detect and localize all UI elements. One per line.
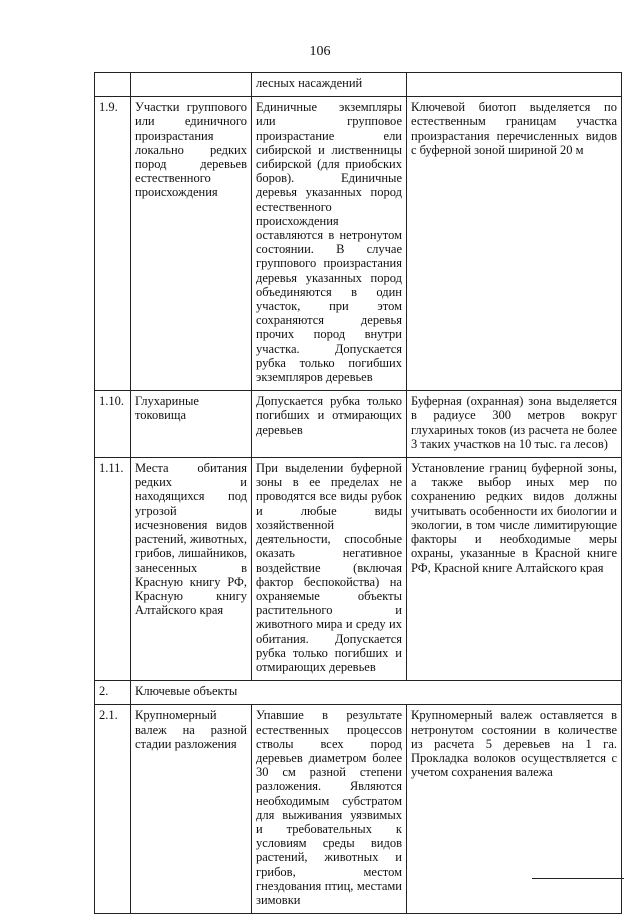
- object-cell: Крупномерный валеж на разной стадии разложения: [131, 705, 252, 914]
- object-cell: [131, 73, 252, 97]
- page-number: 106: [309, 44, 331, 59]
- description-cell: Допускается рубка только погибших и отмирающих деревьев: [252, 391, 407, 458]
- object-cell: Глухариные токовища: [131, 391, 252, 458]
- requirement-cell: Крупномерный валеж оставляется в нетронутом состоянии в количестве из расчета 5 деревьев на 1 га. Прокладка волоков осуществляется с учетом сохранения валежа: [407, 705, 622, 914]
- table-row: [95, 391, 622, 458]
- object-cell: Участки группового или единичного произрастания локально редких пород деревьев естественного происхождения: [131, 97, 252, 391]
- row-number: 1.11.: [95, 458, 131, 681]
- row-number: 2.1.: [95, 705, 131, 914]
- footer-rule: [532, 878, 624, 879]
- table-row: [95, 73, 622, 97]
- table-row: [95, 458, 622, 681]
- row-number: [95, 73, 131, 97]
- row-number: 1.10.: [95, 391, 131, 458]
- description-cell: Единичные экземпляры или групповое произрастание ели сибирской и лиственницы сибирской (для приобских боров). Единичные деревья указанных пород естественного происхождения оставляются в нетронутом состоянии. В случае группового произрастания деревья указанных пород объединяются в один участок, при этом сохраняются деревья прочих пород внутри участка. Допускается рубка только погибших экземпляров деревьев: [252, 97, 407, 391]
- object-cell: Места обитания редких и находящихся под угрозой исчезновения видов растений, животных, грибов, лишайников, занесенных в Красную книгу РФ, Красную книгу Алтайского края: [131, 458, 252, 681]
- table-row: [95, 97, 622, 391]
- section-title: Ключевые объекты: [131, 681, 622, 705]
- requirements-table: [94, 72, 622, 914]
- description-cell: лесных насаждений: [252, 73, 407, 97]
- description-cell: При выделении буферной зоны в ее пределах не проводятся все виды рубок и любые виды хозяйственной деятельности, способные оказать негативное воздействие (включая фактор беспокойства) на охраняемые объекты растительного и животного мира и среду их обитания. Допускается рубка только погибших и отмирающих деревьев: [252, 458, 407, 681]
- requirement-cell: Буферная (охранная) зона выделяется в радиусе 300 метров вокруг глухариных токов (из расчета не более 3 таких участков на 10 тыс. га лесов): [407, 391, 622, 458]
- description-cell: Упавшие в результате естественных процессов стволы всех пород деревьев диаметром более 30 см разной степени разложения. Являются необходимым субстратом для выживания уязвимых и требовательных к условиям среды видов растений, животных и грибов, местом гнездования птиц, местами зимовки: [252, 705, 407, 914]
- table-row: [95, 705, 622, 914]
- requirement-cell: [407, 73, 622, 97]
- section-number: 2.: [95, 681, 131, 705]
- requirement-cell: Установление границ буферной зоны, а также выбор иных мер по сохранению редких видов должны учитывать особенности их биологии и экологии, в том числе лимитирующие факторы и необходимые меры охраны, указанные в Красной книге РФ, Красной книге Алтайского края: [407, 458, 622, 681]
- row-number: 1.9.: [95, 97, 131, 391]
- requirement-cell: Ключевой биотоп выделяется по естественным границам участка произрастания перечисленных видов с буферной зоной шириной 20 м: [407, 97, 622, 391]
- section-row: [95, 681, 622, 705]
